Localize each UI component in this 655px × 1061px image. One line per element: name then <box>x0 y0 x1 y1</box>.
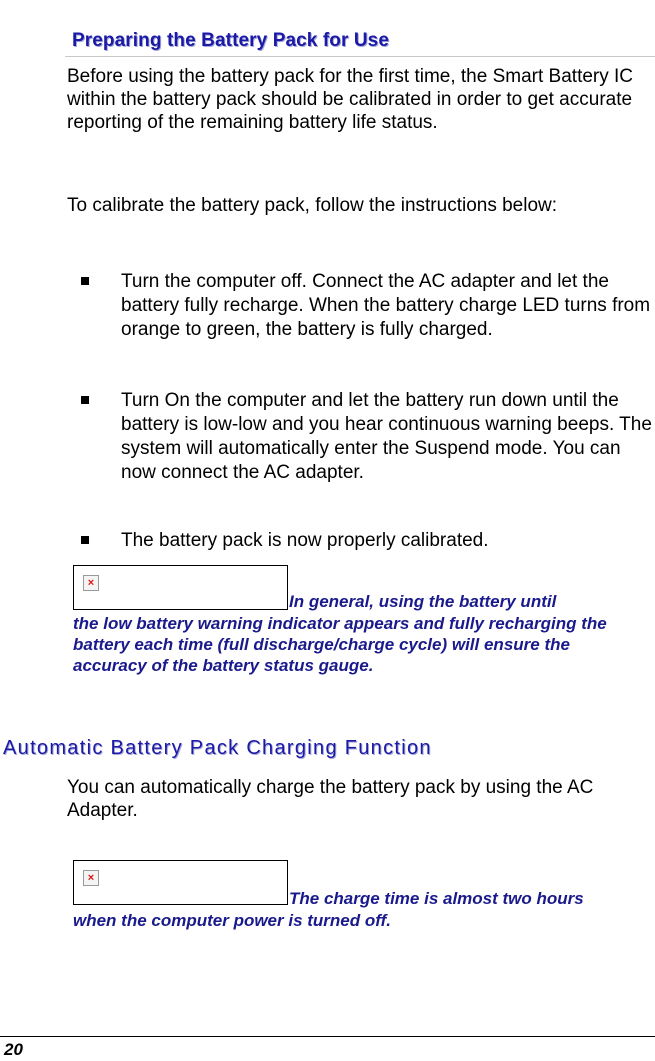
list-item-text: The battery pack is now properly calibrated. <box>121 530 489 551</box>
note-image-placeholder <box>73 860 288 905</box>
broken-image-icon: × <box>83 870 99 886</box>
note-image-placeholder <box>73 565 288 610</box>
list-item-text: Turn On the computer and let the battery run down until the battery is low-low and you hear continuous warning beeps. The system will automatically enter the Suspend mode. You can now connect the AC adapter. <box>121 390 652 483</box>
intro-paragraph: Before using the battery pack for the first time, the Smart Battery IC within the battery pack should be calibrated in order to get accurate reporting of the remaining battery life status. <box>67 66 634 133</box>
square-bullet-icon <box>81 536 89 544</box>
calibration-steps <box>80 270 655 553</box>
list-item <box>80 529 655 553</box>
list-item <box>80 270 655 389</box>
square-bullet-icon <box>81 277 89 285</box>
section-heading: Automatic Battery Pack Charging Function <box>3 737 432 759</box>
charging-paragraph: You can automatically charge the battery pack by using the AC Adapter. <box>67 777 594 821</box>
note-text: when the computer power is turned off. <box>73 911 391 930</box>
title-divider <box>65 56 655 57</box>
square-bullet-icon <box>81 396 89 404</box>
footer-divider <box>0 1036 655 1037</box>
page-number: 20 <box>4 1040 23 1059</box>
note-text-first-line: In general, using the battery until <box>289 592 557 611</box>
list-item-text: Turn the computer off. Connect the AC adapter and let the battery fully recharge. When the battery charge LED turns from orange to green, the battery is fully charged. <box>121 271 651 340</box>
note-text-first-line: The charge time is almost two hours <box>289 889 584 908</box>
list-item <box>80 389 655 529</box>
note-text: the low battery warning indicator appears and fully recharging the battery each time (full discharge/charge cycle) will ensure the accuracy of the battery status gauge. <box>73 614 607 675</box>
section-title: Preparing the Battery Pack for Use <box>72 30 390 51</box>
broken-image-icon: × <box>83 575 99 591</box>
instruction-lead: To calibrate the battery pack, follow the instructions below: <box>67 195 558 216</box>
